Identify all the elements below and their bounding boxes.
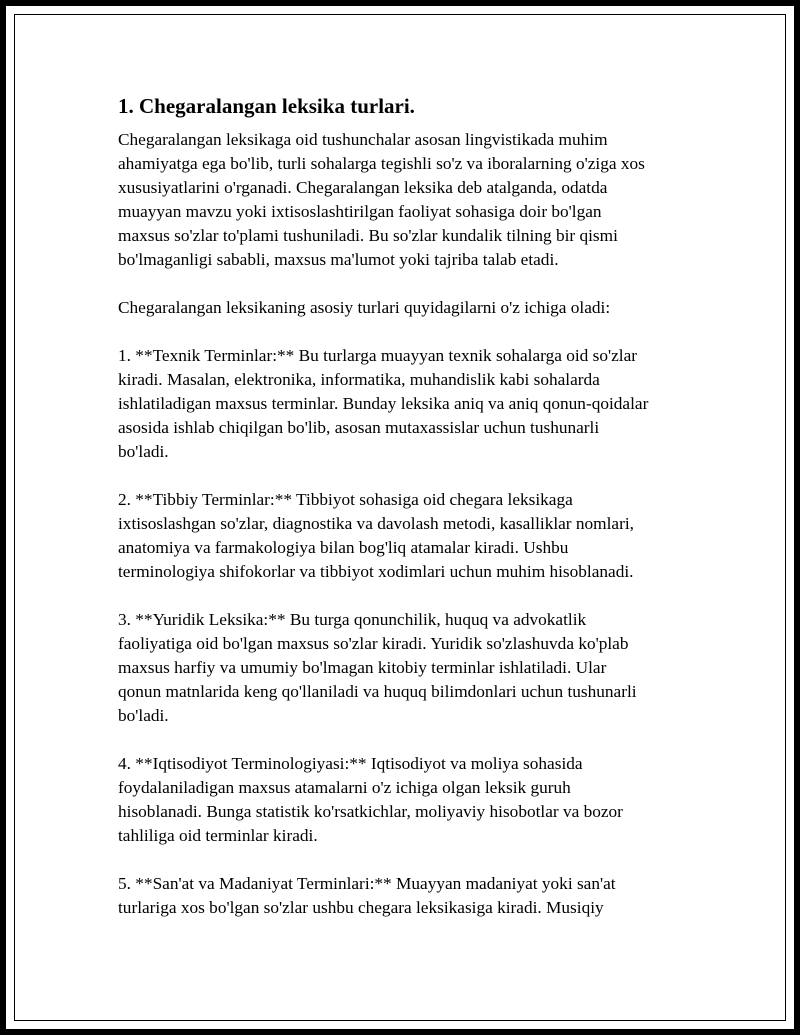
text-line: muayyan mavzu yoki ixtisoslashtirilgan faoliyat sohasiga doir bo'lgan [118, 202, 602, 221]
text-line: terminologiya shifokorlar va tibbiyot xodimlari uchun muhim hisoblanadi. [118, 562, 634, 581]
text-line: qonun matnlarida keng qo'llaniladi va huquq bilimdonlari uchun tushunarli [118, 682, 637, 701]
text-line: maxsus so'zlar to'plami tushuniladi. Bu so'zlar kundalik tilning bir qismi [118, 226, 618, 245]
list-item-legal-lexicon [118, 608, 698, 728]
text-line: ahamiyatga ega bo'lib, turli sohalarga tegishli so'z va iboralarning o'ziga xos [118, 154, 645, 173]
text-line: Chegaralangan leksikaning asosiy turlari quyidagilarni o'z ichiga oladi: [118, 298, 611, 317]
intro-paragraph [118, 128, 698, 272]
text-line: 2. **Tibbiy Terminlar:** Tibbiyot sohasiga oid chegara leksikaga [118, 490, 573, 509]
text-line: turlariga xos bo'lgan so'zlar ushbu chegara leksikasiga kiradi. Musiqiy [118, 898, 604, 917]
text-line: 1. **Texnik Terminlar:** Bu turlarga muayyan texnik sohalarga oid so'zlar [118, 346, 638, 365]
list-item-medical-terms [118, 488, 698, 584]
list-item-art-culture-terms [118, 872, 698, 920]
text-line: Chegaralangan leksikaga oid tushunchalar asosan lingvistikada muhim [118, 130, 608, 149]
text-line: anatomiya va farmakologiya bilan bog'liq atamalar kiradi. Ushbu [118, 538, 569, 557]
text-line: bo'ladi. [118, 706, 169, 725]
text-line: bo'ladi. [118, 442, 169, 461]
text-line: asosida ishlab chiqilgan bo'lib, asosan mutaxassislar uchun tushunarli [118, 418, 600, 437]
text-line: faoliyatiga oid bo'lgan maxsus so'zlar kiradi. Yuridik so'zlashuvda ko'plab [118, 634, 629, 653]
text-line: 5. **San'at va Madaniyat Terminlari:** Muayyan madaniyat yoki san'at [118, 874, 616, 893]
list-item-technical-terms [118, 344, 698, 464]
text-line: ixtisoslashgan so'zlar, diagnostika va davolash metodi, kasalliklar nomlari, [118, 514, 634, 533]
text-line: tahliliga oid terminlar kiradi. [118, 826, 318, 845]
text-line: 3. **Yuridik Leksika:** Bu turga qonunchilik, huquq va advokatlik [118, 610, 587, 629]
text-line: kiradi. Masalan, elektronika, informatika, muhandislik kabi sohalarda [118, 370, 600, 389]
text-line: hisoblanadi. Bunga statistik ko'rsatkichlar, moliyaviy hisobotlar va bozor [118, 802, 623, 821]
text-line: bo'lmaganligi sababli, maxsus ma'lumot yoki tajriba talab etadi. [118, 250, 559, 269]
text-line: xususiyatlarini o'rganadi. Chegaralangan leksika deb atalganda, odatda [118, 178, 608, 197]
text-line: foydalaniladigan maxsus atamalarni o'z ichiga olgan leksik guruh [118, 778, 571, 797]
document-body [118, 92, 698, 920]
text-line: maxsus harfiy va umumiy bo'lmagan kitobiy terminlar ishlatiladi. Ular [118, 658, 607, 677]
text-line: 4. **Iqtisodiyot Terminologiyasi:** Iqtisodiyot va moliya sohasida [118, 754, 583, 773]
text-line: ishlatiladigan maxsus terminlar. Bunday leksika aniq va aniq qonun-qoidalar [118, 394, 649, 413]
list-intro-paragraph [118, 296, 698, 320]
section-heading: 1. Chegaralangan leksika turlari. [118, 94, 415, 118]
list-item-economic-terminology [118, 752, 698, 848]
